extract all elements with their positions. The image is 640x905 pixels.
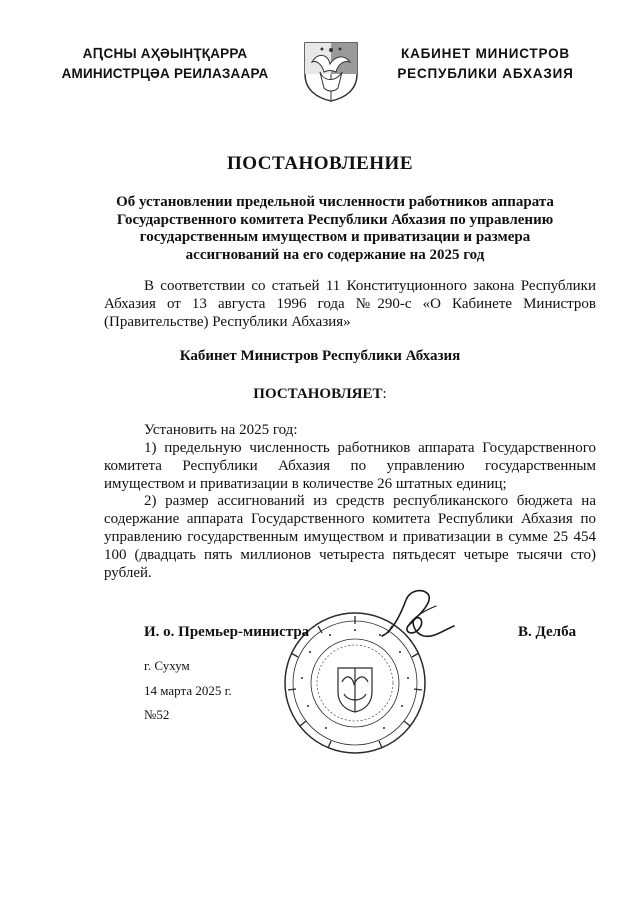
header-right-line2: РЕСПУБЛИКИ АБХАЗИЯ — [397, 66, 574, 81]
signatory-name: В. Делба — [518, 624, 577, 640]
item-1-paragraph: 1) предельную численность работников аппарата Государственного комитета Республики Абхазия по управлению государственным имуществом и приватизации в количестве 26 штатных единиц; — [104, 440, 596, 492]
header-right-russian — [378, 44, 593, 84]
header-left-line2: АМИНИСТРЦӘА РЕИЛАЗААРА — [61, 66, 269, 81]
subject-line: государственным имуществом и приватизации и размера — [139, 229, 531, 245]
authority-line: Кабинет Министров Республики Абхазия — [179, 348, 461, 364]
subject-line: ассигнований на его содержание на 2025 год — [185, 246, 485, 263]
intro-line: Установить на 2025 год: — [144, 422, 298, 438]
header-left-line1: АԤСНЫ АҲӘЫНҬҚАРРА — [82, 46, 248, 61]
document-header — [0, 40, 640, 100]
decree-colon: : — [382, 386, 387, 402]
subject-line: Государственного комитета Республики Абхазия по управлению — [116, 211, 554, 228]
decree-line — [0, 386, 640, 403]
subject-line: Об установлении предельной численности работников аппарата — [116, 194, 554, 210]
header-left-abkhaz — [40, 44, 290, 84]
document-number: №52 — [144, 707, 170, 722]
document-city: г. Сухум — [144, 658, 190, 673]
signatory-position: И. о. Премьер-министра — [144, 624, 310, 640]
document-title: ПОСТАНОВЛЕНИЕ — [226, 153, 414, 174]
handwritten-signature-icon — [378, 586, 458, 646]
document-subject — [100, 194, 570, 264]
document-date: 14 марта 2025 г. — [144, 683, 232, 698]
decree-word: ПОСТАНОВЛЯЕТ — [253, 386, 383, 402]
item-2-paragraph: 2) размер ассигнований из средств республиканского бюджета на содержание аппарата Государственного комитета Республики Абхазия по управлению государственным имуществом и приватизации в сумме 25 454 100 (двадцать пять миллионов четыреста пятьдесят четыре тысячи сто) рублей. — [104, 493, 596, 581]
header-right-line1: КАБИНЕТ МИНИСТРОВ — [401, 46, 570, 61]
preamble-paragraph: В соответствии со статьей 11 Конституционного закона Республики Абхазия от 13 августа 1996 года №290-с «О Кабинете Министров (Правительстве) Республики Абхазия» — [104, 278, 596, 330]
abkhazia-coat-of-arms-icon — [302, 40, 360, 102]
